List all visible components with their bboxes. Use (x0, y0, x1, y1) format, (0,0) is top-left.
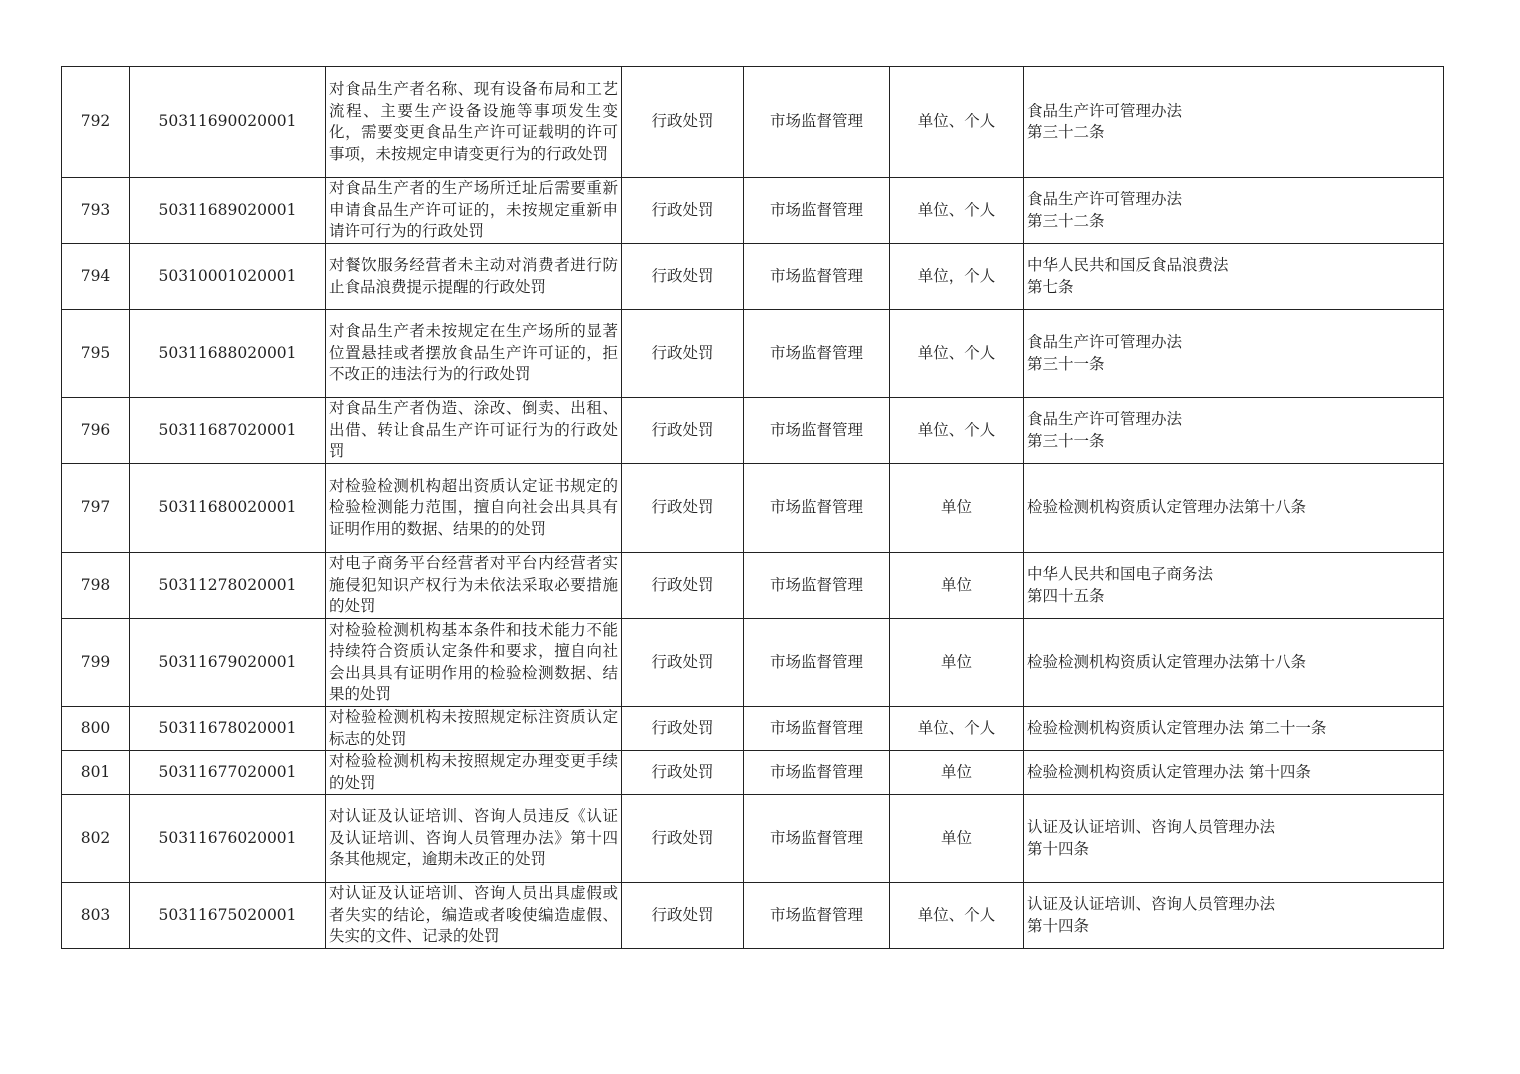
legal-basis: 认证及认证培训、咨询人员管理办法 第十四条 (1024, 883, 1444, 949)
item-code: 50311679020001 (130, 619, 326, 707)
legal-basis: 食品生产许可管理办法 第三十二条 (1024, 67, 1444, 178)
subject-type: 单位 (890, 464, 1024, 553)
legal-basis: 食品生产许可管理办法 第三十二条 (1024, 178, 1444, 244)
row-number: 803 (62, 883, 130, 949)
subject-type: 单位 (890, 795, 1024, 883)
legal-basis: 检验检测机构资质认定管理办法 第十四条 (1024, 751, 1444, 795)
item-name: 对餐饮服务经营者未主动对消费者进行防止食品浪费提示提醒的行政处罚 (326, 244, 622, 310)
table-row (62, 398, 1444, 464)
item-category: 市场监督管理 (744, 553, 890, 619)
row-number: 793 (62, 178, 130, 244)
power-type: 行政处罚 (622, 464, 744, 553)
subject-type: 单位、个人 (890, 398, 1024, 464)
row-number: 794 (62, 244, 130, 310)
power-type: 行政处罚 (622, 619, 744, 707)
power-type: 行政处罚 (622, 553, 744, 619)
table-row (62, 883, 1444, 949)
legal-basis: 认证及认证培训、咨询人员管理办法 第十四条 (1024, 795, 1444, 883)
item-name: 对检验检测机构未按照规定标注资质认定标志的处罚 (326, 707, 622, 751)
subject-type: 单位、个人 (890, 310, 1024, 398)
item-code: 50311675020001 (130, 883, 326, 949)
power-type: 行政处罚 (622, 178, 744, 244)
item-name: 对检验检测机构超出资质认定证书规定的检验检测能力范围，擅自向社会出具具有证明作用的数据、结果的的处罚 (326, 464, 622, 553)
item-category: 市场监督管理 (744, 310, 890, 398)
row-number: 796 (62, 398, 130, 464)
item-code: 50311278020001 (130, 553, 326, 619)
legal-basis: 食品生产许可管理办法 第三十一条 (1024, 310, 1444, 398)
legal-basis: 中华人民共和国电子商务法 第四十五条 (1024, 553, 1444, 619)
item-category: 市场监督管理 (744, 707, 890, 751)
subject-type: 单位、个人 (890, 67, 1024, 178)
legal-basis: 中华人民共和国反食品浪费法 第七条 (1024, 244, 1444, 310)
subject-type: 单位、个人 (890, 883, 1024, 949)
item-category: 市场监督管理 (744, 244, 890, 310)
table-row (62, 310, 1444, 398)
item-name: 对电子商务平台经营者对平台内经营者实施侵犯知识产权行为未依法采取必要措施的处罚 (326, 553, 622, 619)
power-type: 行政处罚 (622, 310, 744, 398)
item-category: 市场监督管理 (744, 67, 890, 178)
power-type: 行政处罚 (622, 398, 744, 464)
table-row (62, 464, 1444, 553)
power-type: 行政处罚 (622, 67, 744, 178)
item-category: 市场监督管理 (744, 751, 890, 795)
table-row (62, 553, 1444, 619)
item-code: 50311689020001 (130, 178, 326, 244)
table-row (62, 67, 1444, 178)
power-type: 行政处罚 (622, 795, 744, 883)
subject-type: 单位 (890, 751, 1024, 795)
row-number: 800 (62, 707, 130, 751)
item-name: 对食品生产者名称、现有设备布局和工艺流程、主要生产设备设施等事项发生变化，需要变更食品生产许可证载明的许可事项，未按规定申请变更行为的行政处罚 (326, 67, 622, 178)
item-name: 对检验检测机构基本条件和技术能力不能持续符合资质认定条件和要求，擅自向社会出具具有证明作用的检验检测数据、结果的处罚 (326, 619, 622, 707)
item-code: 50311688020001 (130, 310, 326, 398)
item-code: 50311690020001 (130, 67, 326, 178)
power-type: 行政处罚 (622, 883, 744, 949)
subject-type: 单位、个人 (890, 707, 1024, 751)
item-category: 市场监督管理 (744, 178, 890, 244)
subject-type: 单位、个人 (890, 178, 1024, 244)
item-code: 50310001020001 (130, 244, 326, 310)
row-number: 795 (62, 310, 130, 398)
row-number: 792 (62, 67, 130, 178)
row-number: 797 (62, 464, 130, 553)
row-number: 798 (62, 553, 130, 619)
item-name: 对食品生产者伪造、涂改、倒卖、出租、出借、转让食品生产许可证行为的行政处罚 (326, 398, 622, 464)
penalty-items-table (61, 66, 1444, 949)
item-name: 对食品生产者未按规定在生产场所的显著位置悬挂或者摆放食品生产许可证的，拒不改正的违法行为的行政处罚 (326, 310, 622, 398)
power-type: 行政处罚 (622, 707, 744, 751)
item-name: 对认证及认证培训、咨询人员违反《认证及认证培训、咨询人员管理办法》第十四条其他规定，逾期未改正的处罚 (326, 795, 622, 883)
subject-type: 单位 (890, 553, 1024, 619)
item-category: 市场监督管理 (744, 619, 890, 707)
row-number: 799 (62, 619, 130, 707)
table-row (62, 244, 1444, 310)
item-code: 50311687020001 (130, 398, 326, 464)
item-name: 对检验检测机构未按照规定办理变更手续的处罚 (326, 751, 622, 795)
power-type: 行政处罚 (622, 751, 744, 795)
item-category: 市场监督管理 (744, 795, 890, 883)
item-category: 市场监督管理 (744, 883, 890, 949)
item-category: 市场监督管理 (744, 464, 890, 553)
item-name: 对认证及认证培训、咨询人员出具虚假或者失实的结论，编造或者唆使编造虚假、失实的文件、记录的处罚 (326, 883, 622, 949)
power-type: 行政处罚 (622, 244, 744, 310)
subject-type: 单位，个人 (890, 244, 1024, 310)
item-code: 50311676020001 (130, 795, 326, 883)
row-number: 802 (62, 795, 130, 883)
legal-basis: 检验检测机构资质认定管理办法 第二十一条 (1024, 707, 1444, 751)
item-category: 市场监督管理 (744, 398, 890, 464)
item-code: 50311677020001 (130, 751, 326, 795)
subject-type: 单位 (890, 619, 1024, 707)
table-row (62, 707, 1444, 751)
row-number: 801 (62, 751, 130, 795)
legal-basis: 检验检测机构资质认定管理办法第十八条 (1024, 619, 1444, 707)
table-row (62, 619, 1444, 707)
item-code: 50311678020001 (130, 707, 326, 751)
legal-basis: 检验检测机构资质认定管理办法第十八条 (1024, 464, 1444, 553)
table-row (62, 178, 1444, 244)
item-code: 50311680020001 (130, 464, 326, 553)
table-row (62, 795, 1444, 883)
item-name: 对食品生产者的生产场所迁址后需要重新申请食品生产许可证的，未按规定重新申请许可行为的行政处罚 (326, 178, 622, 244)
legal-basis: 食品生产许可管理办法 第三十一条 (1024, 398, 1444, 464)
table-row (62, 751, 1444, 795)
